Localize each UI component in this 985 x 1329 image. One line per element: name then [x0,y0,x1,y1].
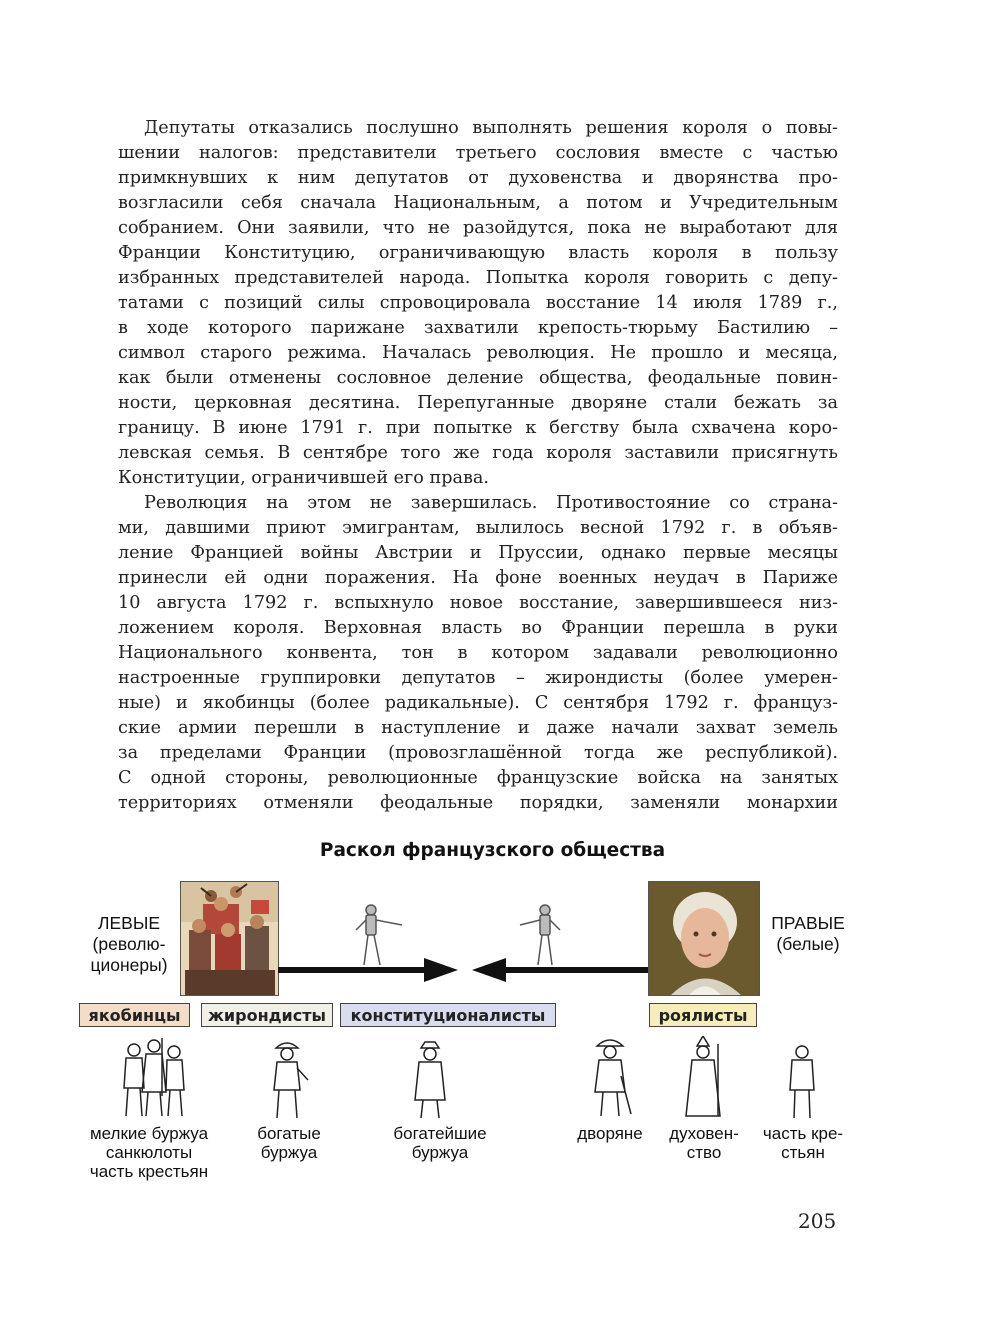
text-line: ложением короля. Верховная власть во Франции перешла в руки [118,618,838,638]
sans-culottes-figure-icon [112,1036,192,1120]
group-label-line: богатейшие [393,1124,487,1143]
right-arrow [472,958,648,982]
text-line: в ходе которого парижане захватили крепость-тюрьму Бастилию – [118,318,838,338]
text-line: Конституции, ограничившей его права. [118,468,489,488]
text-line: Национального конвента, тон в котором задавали революционно [118,643,838,663]
text-line: ности, церковная десятина. Перепуганные дворяне стали бежать за [118,393,838,413]
text-line: ские армии перешли в наступление и даже начали захват земель [118,718,838,738]
text-line: примкнувших к ним депутатов от духовенства и дворянства про- [118,168,838,188]
text-line: ление Францией войны Австрии и Пруссии, однако первые месяцы [118,543,838,563]
text-line: избранных представителей народа. Попытка короля говорить с депу- [118,268,838,288]
text-line: принесли ей одни поражения. На фоне военных неудач в Париже [118,568,838,588]
group-label-clergy [658,1124,750,1162]
text-line: татами с позиций силы спровоцировала восстание 14 июля 1789 г., [118,293,838,313]
text-line: за пределами Франции (провозглашённой тогда же республикой). [118,743,838,763]
text-line: С одной стороны, революционные французские войска на занятых [118,768,838,788]
party-label-girondins: жирондисты [201,1003,333,1027]
text-line: Революция на этом не завершилась. Противостояние со страна- [144,493,838,513]
group-label-line: дворяне [577,1124,643,1143]
group-label-line: богатые [257,1124,321,1143]
text-line: 10 августа 1792 г. вспыхнуло новое восстание, завершившееся низ- [118,593,838,613]
text-line: собранием. Они заявили, что не разойдутся, пока не выработают для [118,218,838,238]
group-label-line: ство [686,1143,722,1162]
left-label-line: ционеры) [90,955,168,975]
soldier-icon [356,905,402,965]
text-line: настроенные группировки депутатов – жирондисты (более умерен- [118,668,838,688]
text-line: левская семья. В сентябре того же года короля заставили присягнуть [118,443,838,463]
group-label-richest-bourgeois [380,1124,500,1162]
text-line: символ старого режима. Началась революция. Не прошло и месяца, [118,343,838,363]
group-label-line: мелкие буржуа [89,1124,209,1143]
text-line: границу. В июне 1791 г. при попытке к бегству была схвачена коро- [118,418,838,438]
soldier-icon [520,905,560,965]
group-label-line: буржуа [411,1143,469,1162]
left-label-line: (револю- [92,934,166,954]
peasant-figure-icon [782,1042,822,1120]
right-label-line: ПРАВЫЕ [771,913,845,933]
group-label-line: буржуа [260,1143,318,1162]
text-line: территориях отменяли феодальные порядки, заменяли монархии [118,793,838,813]
group-label-line: духовен- [669,1124,739,1143]
page-number: 205 [798,1209,837,1233]
clergy-figure-icon [678,1036,728,1120]
text-line: как были отменены сословное деление общества, феодальные повин- [118,368,838,388]
group-label-line: часть крестьян [89,1162,209,1181]
text-line: ные) и якобинцы (более радикальные). С сентября 1792 г. француз- [118,693,838,713]
party-label-royalists: роялисты [649,1003,757,1027]
nobleman-figure-icon [585,1036,635,1120]
text-line: Франции Конституцию, ограничивающую власть короля в пользу [118,243,838,263]
text-line: шении налогов: представители третьего сословия вместе с частью [118,143,838,163]
text-line: Депутаты отказались послушно выполнять решения короля о повы- [144,118,838,138]
party-label-jacobins: якобинцы [79,1003,190,1027]
group-label-sans-culottes [74,1124,224,1181]
group-label-line: стьян [781,1143,825,1162]
left-arrow [278,958,458,982]
right-label-line: (белые) [776,934,840,954]
diagram-title: Раскол французского общества [319,840,666,861]
text-line: ми, давшими приют эмигрантам, вылилось весной 1792 г. в объяв- [118,518,838,538]
party-label-constitutionalists: конституционалисты [340,1003,556,1027]
bourgeois-figure-icon [262,1040,312,1120]
group-label-peasants [754,1124,852,1162]
text-line: возгласили себя сначала Национальным, а потом и Учредительным [118,193,838,213]
group-label-nobility [566,1124,654,1143]
left-label-line: ЛЕВЫЕ [98,913,160,933]
group-label-rich-bourgeois [244,1124,334,1162]
group-label-line: санкюлоты [105,1143,193,1162]
group-label-line: часть кре- [762,1124,844,1143]
rich-bourgeois-figure-icon [405,1040,455,1120]
